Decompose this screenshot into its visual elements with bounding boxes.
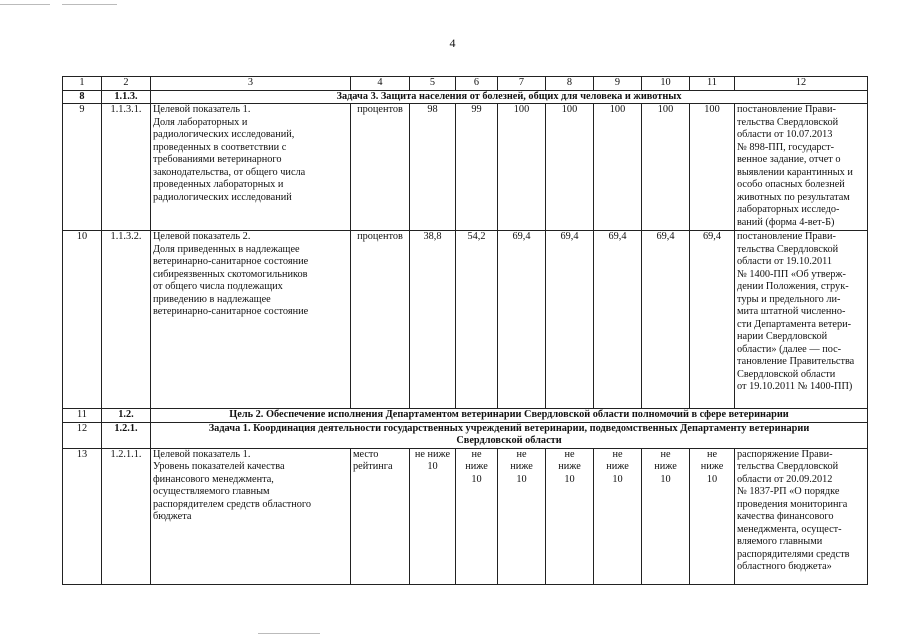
indicator-name: Целевой показатель 1. Доля лабораторных и радиологических исследований, проведенных в соответствии с требованиями ветеринарного законодательства, от общего числа проведенных лабораторных и радиологических исследований: [151, 104, 351, 231]
unit-cell: процентов: [351, 231, 410, 409]
row-code: 1.2.: [102, 409, 151, 423]
value-cell: 100: [690, 104, 735, 231]
top-rule-right: [62, 4, 117, 5]
row-number: 13: [63, 448, 102, 584]
header-cell: 4: [351, 77, 410, 91]
value-cell: 100: [546, 104, 594, 231]
value-cell: не ниже 10: [594, 448, 642, 584]
value-cell: 100: [642, 104, 690, 231]
header-row: [63, 77, 868, 91]
value-cell: 69,4: [642, 231, 690, 409]
value-cell: не ниже 10: [546, 448, 594, 584]
source-cell: распоряжение Прави- тельства Свердловской области от 20.09.2012 № 1837-РП «О порядке проведения мониторинга качества финансового менеджмента, осущест- вляемого главными распорядителями средств областного бюджета»: [735, 448, 868, 584]
indicator-name: Целевой показатель 1. Уровень показателей качества финансового менеджмента, осуществляемого главным распорядителем средств областного бюджета: [151, 448, 351, 584]
header-cell: 1: [63, 77, 102, 91]
value-cell: 69,4: [690, 231, 735, 409]
row-code: 1.2.1.: [102, 422, 151, 448]
header-cell: 10: [642, 77, 690, 91]
section-row-task-1: [63, 422, 868, 448]
row-number: 12: [63, 422, 102, 448]
value-cell: 69,4: [594, 231, 642, 409]
section-title: Задача 1. Координация деятельности государственных учреждений ветеринарии, подведомственных Департаменту ветеринарии Свердловской области: [151, 422, 868, 448]
indicator-name: Целевой показатель 2. Доля приведенных в надлежащее ветеринарно-санитарное состояние сибиреязвенных скотомогильников от общего числа подлежащих приведению в надлежащее ветеринарно-санитарное состояние: [151, 231, 351, 409]
row-code: 1.1.3.1.: [102, 104, 151, 231]
value-cell: не ниже 10: [456, 448, 498, 584]
section-title: Задача 3. Защита населения от болезней, общих для человека и животных: [151, 90, 868, 104]
source-cell: постановление Прави- тельства Свердловской области от 19.10.2011 № 1400-ПП «Об утверж- дении Положения, струк- туры и предельного ли- мита штатной численно- сти Департамента ветери- нарии Свердловской области» (далее — пос- тановление Правительства Свердловской области от 19.10.2011 № 1400-ПП): [735, 231, 868, 409]
table-row: [63, 231, 868, 409]
header-cell: 5: [410, 77, 456, 91]
value-cell: не ниже 10: [690, 448, 735, 584]
row-code: 1.2.1.1.: [102, 448, 151, 584]
unit-cell: место рейтинга: [351, 448, 410, 584]
row-number: 9: [63, 104, 102, 231]
value-cell: 54,2: [456, 231, 498, 409]
header-cell: 3: [151, 77, 351, 91]
header-cell: 7: [498, 77, 546, 91]
value-cell: 69,4: [498, 231, 546, 409]
value-cell: 98: [410, 104, 456, 231]
value-cell: 100: [594, 104, 642, 231]
header-cell: 2: [102, 77, 151, 91]
section-title: Цель 2. Обеспечение исполнения Департаментом ветеринарии Свердловской области полномочий в сфере ветеринарии: [151, 409, 868, 423]
header-cell: 9: [594, 77, 642, 91]
value-cell: не ниже 10: [642, 448, 690, 584]
value-cell: 38,8: [410, 231, 456, 409]
value-cell: не ниже 10: [498, 448, 546, 584]
page-number: 4: [449, 36, 456, 50]
row-number: 10: [63, 231, 102, 409]
row-number: 11: [63, 409, 102, 423]
value-cell: не ниже 10: [410, 448, 456, 584]
bottom-rule: [258, 633, 320, 634]
section-row-goal-2: [63, 409, 868, 423]
header-cell: 11: [690, 77, 735, 91]
header-cell: 12: [735, 77, 868, 91]
section-row-task-3: [63, 90, 868, 104]
row-code: 1.1.3.2.: [102, 231, 151, 409]
value-cell: 69,4: [546, 231, 594, 409]
value-cell: 100: [498, 104, 546, 231]
row-number: 8: [63, 90, 102, 104]
source-cell: постановление Прави- тельства Свердловской области от 10.07.2013 № 898-ПП, государст- венное задание, отчет о выявлении карантинных и особо опасных болезней животных по результатам лабораторных исследо- ваний (форма 4-вет-Б): [735, 104, 868, 231]
value-cell: 99: [456, 104, 498, 231]
table-row: [63, 448, 868, 584]
top-rule-left: [0, 4, 50, 5]
table-row: [63, 104, 868, 231]
indicators-table: [62, 76, 868, 585]
unit-cell: процентов: [351, 104, 410, 231]
header-cell: 6: [456, 77, 498, 91]
row-code: 1.1.3.: [102, 90, 151, 104]
header-cell: 8: [546, 77, 594, 91]
